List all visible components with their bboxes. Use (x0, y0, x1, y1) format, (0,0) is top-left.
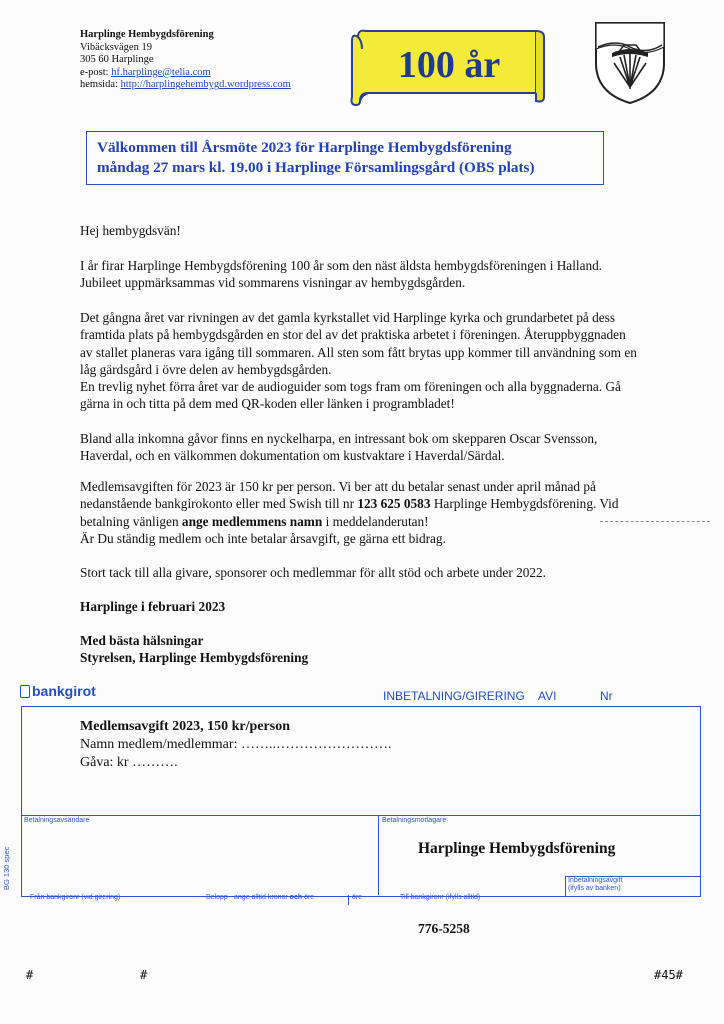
postal-address: 305 60 Harplinge (80, 54, 154, 66)
gift-amount-line[interactable]: Gåva: kr ………. (80, 755, 178, 770)
swish-number: 123 625 0583 (357, 496, 431, 512)
bankgirot-icon (20, 685, 30, 698)
paragraph-audioguides: En trevlig nyhet förra året var de audioguider som togs fram om föreningen och alla byggnaderna. Gå gärna in och titta på dem med QR-koden eller länken i programbladet! (80, 379, 621, 412)
payee-name: Harplinge Hembygdsförening (418, 840, 616, 857)
closing-greeting: Med bästa hälsningar (80, 633, 204, 648)
place-and-date: Harplinge i februari 2023 (80, 599, 226, 614)
giro-heading: INBETALNING/GIRERING (383, 689, 525, 703)
invitation-title: Välkommen till Årsmöte 2023 för Harplinge Hembygdsförening (97, 139, 512, 156)
to-account-label: Till bankgironr (ifylls alltid) (400, 894, 481, 901)
paragraph-thanks: Stort tack till alla givare, sponsorer och medlemmar för allt stöd och arbete under 2022. (80, 565, 546, 580)
payee-label: Betalningsmottagare (382, 817, 447, 824)
email-link[interactable]: hf.harplinge@telia.com (111, 66, 211, 78)
form-code: BG 130 spec (2, 846, 11, 890)
amount-label: Belopp - ange alltid kronor och öre (206, 894, 315, 901)
paragraph-gifts: Bland alla inkomna gåvor finns en nyckelharpa, en intressant bok om skepparen Oscar Svensson, Haverdal, och en välkommen dokumentation om kustvaktare i Haverdal/Särdal. (80, 431, 598, 464)
bankgiro-account: 776-5258 (418, 921, 470, 936)
ocr-mark-3: #45# (654, 968, 683, 982)
invitation-date: måndag 27 mars kl. 19.00 i Harplinge Församlingsgård (OBS plats) (97, 158, 535, 176)
greeting: Hej hembygdsvän! (80, 223, 181, 238)
fee-title: Medlemsavgift 2023, 150 kr/person (80, 719, 290, 734)
meeting-invitation-box (86, 131, 604, 185)
ocr-mark-1: # (26, 968, 34, 982)
signature: Styrelsen, Harplinge Hembygdsförening (80, 650, 309, 665)
paragraph-year-review: Det gångna året var rivningen av det gamla kyrkstallet vid Harplinge kyrka och grundarbetet på dess framtida plats på hembygdsgården en stor del av det praktiska arbetet i föreningen. Återuppbyggnaden av stallet planeras vara igång till sommaren. All sten som fått brytas upp kommer till användning som en låg gärdsgård i övre delen av hembygdsgården. (80, 310, 637, 378)
coat-of-arms-icon (590, 17, 670, 107)
anniversary-text: 100 år (397, 44, 501, 86)
ocr-mark-2: # (140, 968, 148, 982)
member-name-line[interactable]: Namn medlem/medlemmar: ……..……………………. (80, 737, 392, 752)
payment-instruction: ange medlemmens namn (181, 513, 323, 529)
giro-avi: AVI (538, 689, 557, 703)
web-row: hemsida: http://harplingehembygd.wordpress.com (80, 79, 291, 91)
ore-label: öre (352, 894, 363, 901)
website-link[interactable]: http://harplingehembygd.wordpress.com (120, 79, 291, 91)
org-name: Harplinge Hembygdsförening (80, 29, 214, 40)
paragraph-membership-fee: Medlemsavgiften för 2023 är 150 kr per person. Vi ber att du betalar senast under april månad på nedanstående bankgirokonto eller med Swish till nr 123 625 0583 Harplinge Hembygdsförening. Vid betalning vänligen ange medlemmens namn i meddelanderutan! Är Du ständig medlem och inte betalar årsavgift, ge gärna ett bidrag. (80, 479, 619, 547)
cut-line (600, 521, 710, 522)
street-address: Vibäcksvägen 19 (80, 41, 152, 53)
payer-label: Betalningsavsändare (24, 817, 90, 824)
amount-divider (348, 895, 349, 905)
email-row: e-post: hf.harplinge@telia.com (80, 66, 211, 78)
paragraph-anniversary: I år firar Harplinge Hembygdsförening 100 år som den näst äldsta hembygdsföreningen i Halland. Jubileet uppmärksammas vid sommarens visningar av hembygdsgården. (80, 258, 603, 291)
bankgirot-logo: bankgirot (20, 683, 96, 699)
bank-fee-label: Inbetalningsavgift (ifylls av banken) (568, 877, 623, 892)
sender-address (80, 29, 291, 92)
from-account-label: Från bankgironr (vid girering) (30, 894, 121, 901)
giro-nr: Nr (600, 689, 613, 703)
party-divider (378, 815, 379, 895)
